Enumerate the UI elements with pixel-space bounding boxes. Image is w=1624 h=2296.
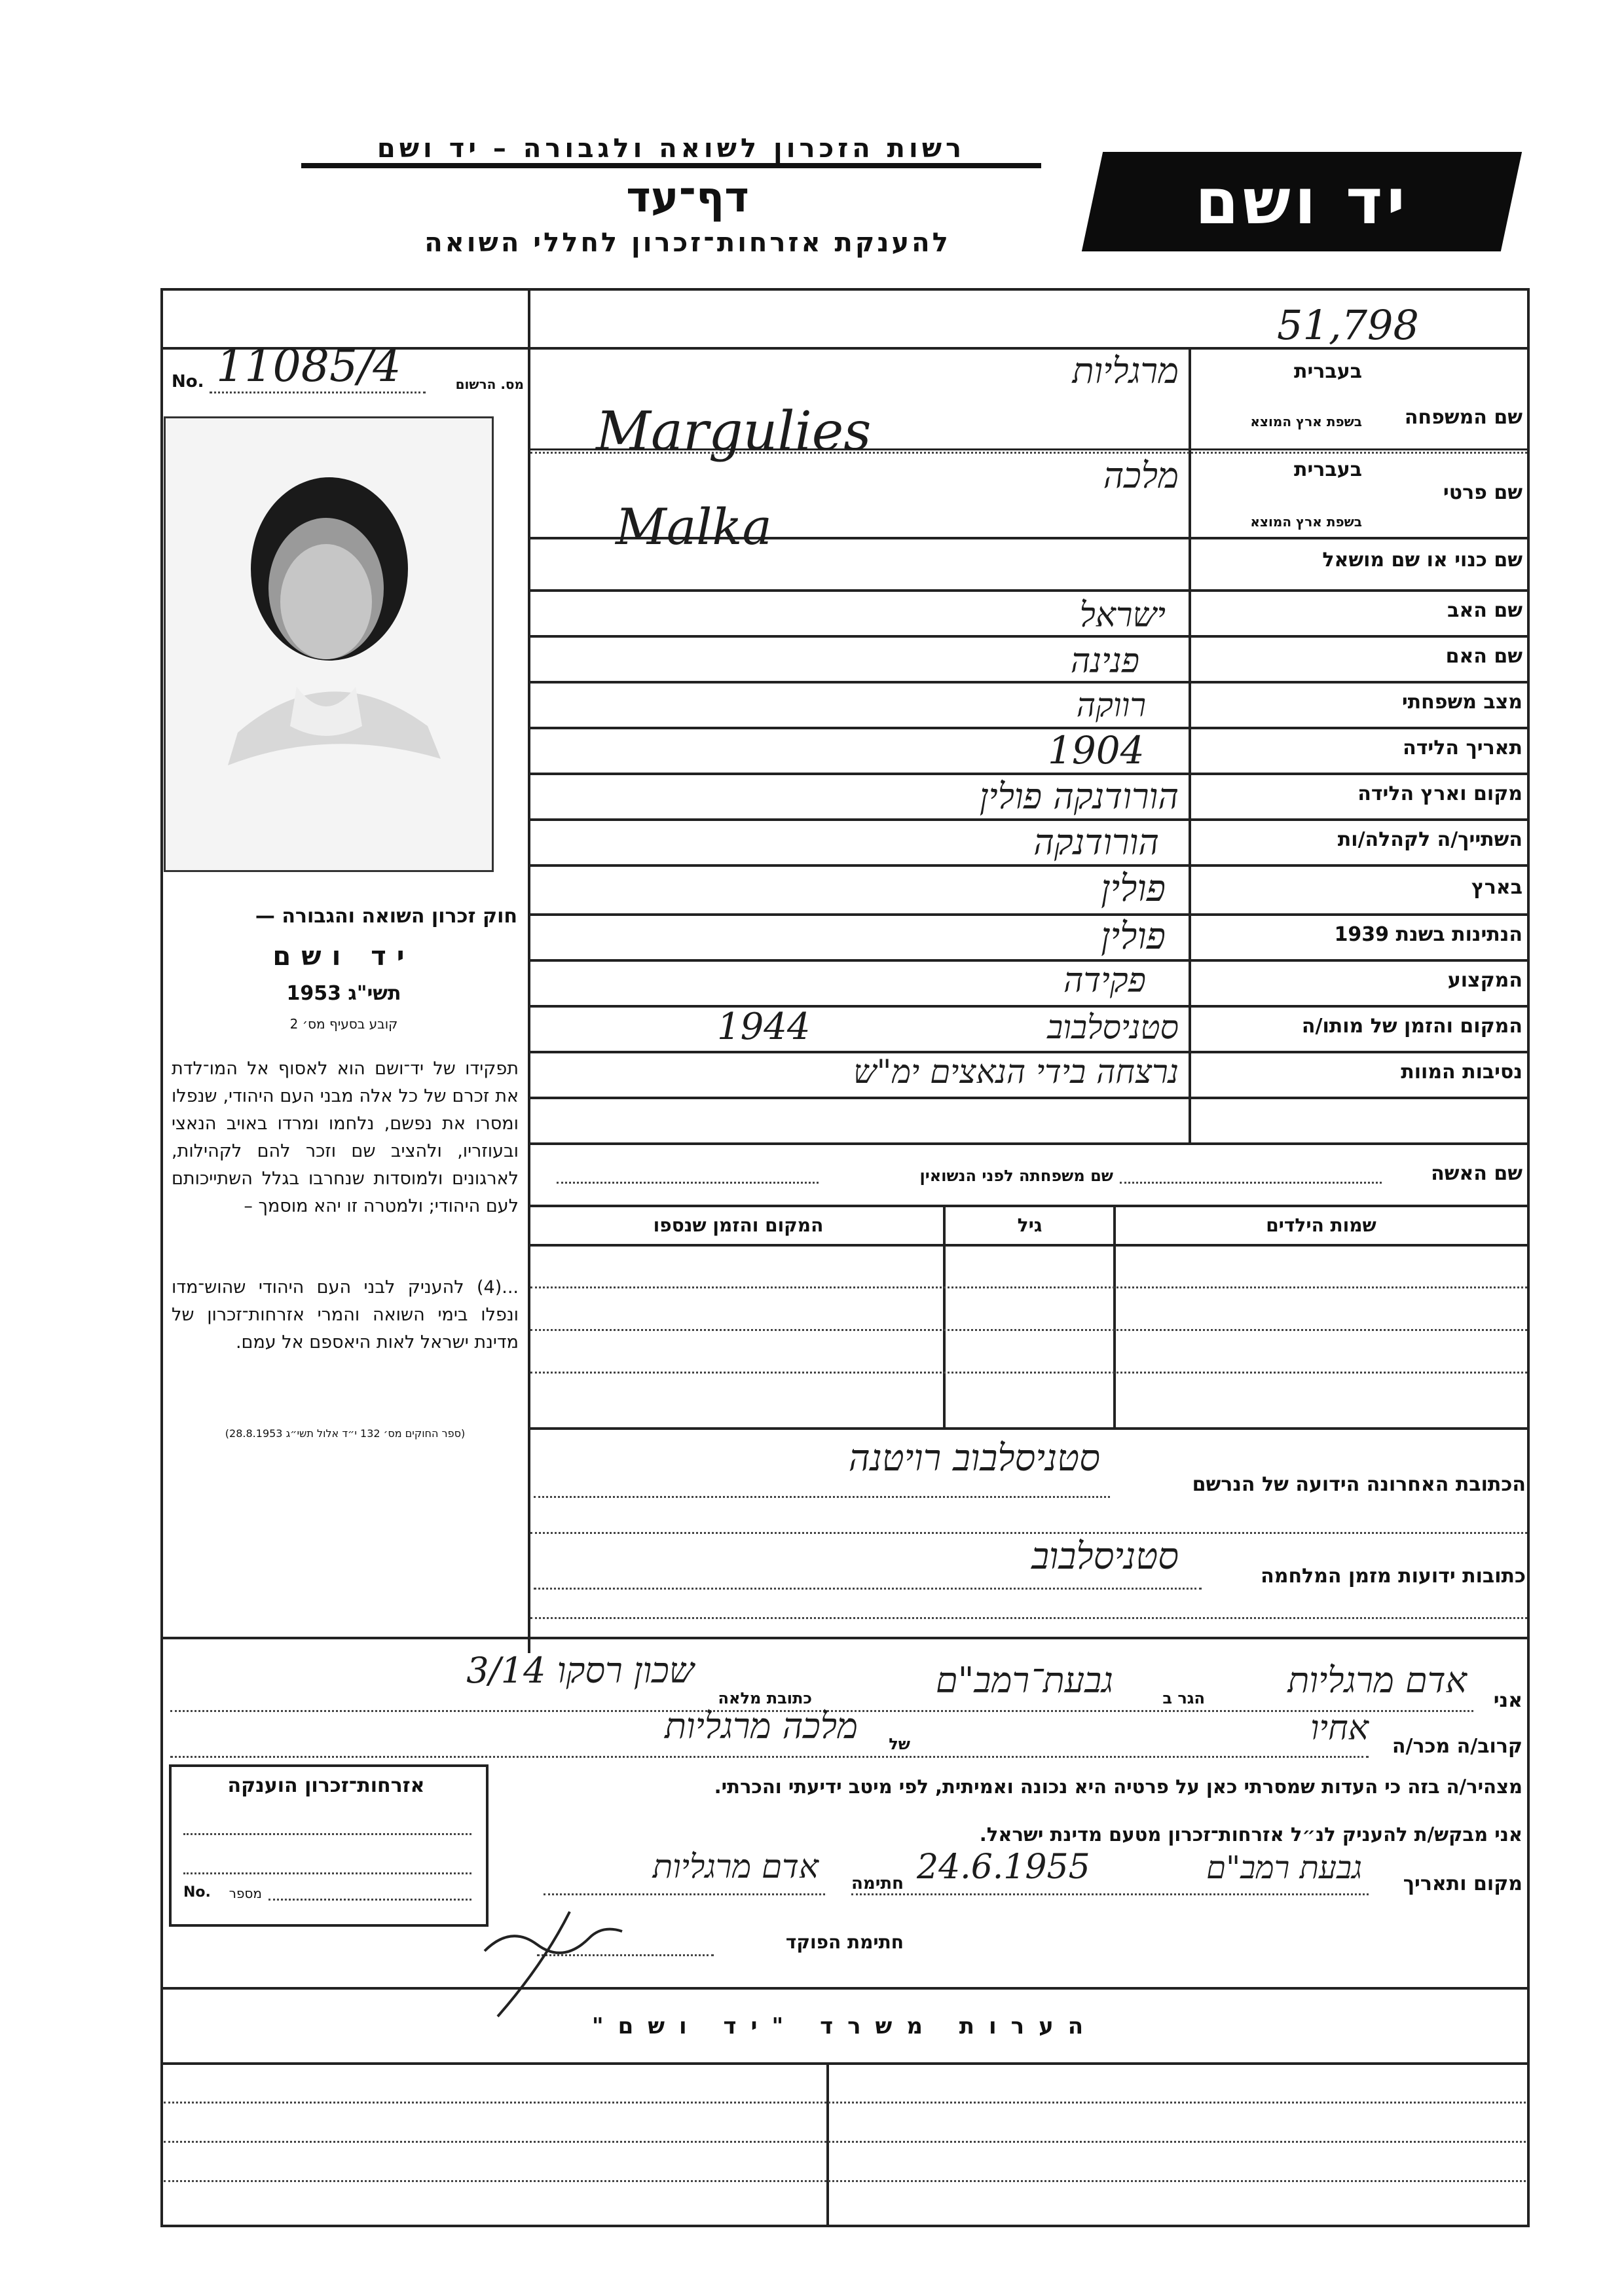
death-cause-label: נסיבות המוות bbox=[1401, 1061, 1522, 1084]
place-date-label: מקום ותאריך bbox=[1403, 1872, 1522, 1895]
last-address-label: הכתובת האחרונה הידועה של הנרשם bbox=[1192, 1473, 1526, 1496]
frame-left bbox=[160, 288, 163, 2226]
community-value: הורודנקה bbox=[1033, 822, 1159, 863]
law-paragraph-2: ...(4) להעניק לבני העם היהודי שהוש־מדו ונפלו בימי השואה והמרי אזרחות־זכרון של מדינת ישראל לאות היאספם אל עמם. bbox=[172, 1277, 519, 1353]
surname-hebrew-value: מרגליות bbox=[1072, 350, 1179, 392]
declarant-request: אני מבקש/ת להעניק לנ״ל אזרחות־זכרון מטעם מדינת ישראל. bbox=[979, 1823, 1522, 1846]
declarant-address-value: שכון רסקו 3/14 bbox=[466, 1650, 694, 1691]
community-label: השתייך/ה לקהלה/ות bbox=[1337, 828, 1522, 851]
firstname-label: שם פרטי bbox=[1443, 481, 1522, 504]
declarant-address-label: כתובת מלאה bbox=[718, 1689, 812, 1707]
declarant-i-value: אדם מרגליות bbox=[1287, 1660, 1467, 1701]
citizenship-value: פולין bbox=[1101, 915, 1166, 958]
declarant-statement: מצהיר/ה בזה כי העדות שמסרתי כאן על פרטיה היא נכונה ואמיתית, לפי מיטב ידיעתי והכרתי. bbox=[714, 1776, 1522, 1798]
surname-origin-value: Margulies bbox=[596, 401, 872, 463]
declarant-resides-label: הגר ב bbox=[1162, 1689, 1205, 1707]
form-title: דף־עד bbox=[626, 173, 749, 222]
children-age-header: גיל bbox=[1017, 1214, 1043, 1236]
place-value: גבעת רמב"ם bbox=[1206, 1850, 1362, 1886]
profession-label: המקצוע bbox=[1447, 969, 1522, 992]
children-place-header: המקום והזמן שנספו bbox=[653, 1214, 824, 1236]
death-year-value: 1944 bbox=[717, 1006, 811, 1048]
signature-label: חתימה bbox=[851, 1874, 904, 1893]
signature-value: אדם מרגליות bbox=[652, 1848, 819, 1886]
last-address-value: סטניסלבוב רויטנה bbox=[848, 1437, 1100, 1480]
institution-name: רשות הזכרון לשואה ולגבורה – יד ושם bbox=[301, 134, 1041, 168]
country-value: פולין bbox=[1101, 867, 1166, 910]
surname-label: שם המשפחה bbox=[1404, 406, 1522, 429]
birthdate-value: 1904 bbox=[1048, 728, 1145, 773]
declarant-relation-label: קרוב/ה מכר/ה bbox=[1392, 1735, 1522, 1758]
registration-no-label: No. bbox=[172, 372, 204, 392]
law-source: (ספר החוקים מס׳ 132 י״ד אלול תשי״ג 28.8.1953) bbox=[225, 1427, 466, 1440]
firstname-hebrew-value: מלכה bbox=[1103, 455, 1179, 496]
war-address-label: כתובות ידועות מזמן המלחמה bbox=[1261, 1565, 1526, 1588]
declarant-relation-value: אחיו bbox=[1310, 1709, 1369, 1748]
death-cause-value: נרצחה בידי הנאצים ימ"ש bbox=[853, 1053, 1179, 1091]
nickname-label: שם כנוי או שם מושאל bbox=[1322, 549, 1522, 572]
marital-value: רווקה bbox=[1076, 686, 1146, 724]
birthplace-value: הורודנקה פולין bbox=[979, 776, 1179, 817]
declarant-resides-value: גבעת־רמב"ם bbox=[935, 1660, 1113, 1701]
birthdate-label: תאריך הלידה bbox=[1403, 737, 1522, 759]
citizenship-label: הנתינות בשנת 1939 bbox=[1334, 923, 1522, 946]
declarant-i-label: אני bbox=[1493, 1689, 1522, 1712]
certificate-title: אזרחות־זכרון הוענקה bbox=[227, 1774, 425, 1797]
wife-maiden-label: שם משפחתה לפני הנשואין bbox=[919, 1167, 1113, 1185]
registration-label: מס. הרשום bbox=[455, 376, 524, 392]
law-clause: קובע בסעיף מס׳ 2 bbox=[289, 1016, 398, 1032]
declarant-of-value: מלכה מרגליות bbox=[665, 1705, 858, 1747]
law-title: חוק זכרון השואה והגבורה — bbox=[255, 905, 517, 928]
firstname-hebrew-label: בעברית bbox=[1294, 458, 1362, 481]
death-place-value: סטניסלבוב bbox=[1047, 1008, 1179, 1046]
wife-label: שם האשה bbox=[1431, 1162, 1522, 1185]
marital-label: מצב משפחתי bbox=[1401, 691, 1522, 714]
date-value: 24.6.1955 bbox=[917, 1848, 1090, 1887]
declarant-of-label: של bbox=[889, 1735, 910, 1753]
firstname-origin-value: Malka bbox=[616, 498, 772, 556]
mother-value: פנינה bbox=[1070, 642, 1139, 681]
file-number: 51,798 bbox=[1277, 301, 1419, 349]
victim-photo bbox=[164, 416, 494, 872]
surname-origin-label: בשפת ארץ המוצא bbox=[1250, 414, 1362, 429]
frame-right bbox=[1527, 288, 1530, 2226]
children-names-header: שמות הילדים bbox=[1266, 1214, 1376, 1236]
law-paragraph-1: תפקידו של יד־ושם הוא לאסוף אל המו־לדת את זכרם של כל אלה מבני העם היהודי, שנפלו ומסרו את נפשם, נלחמו ומרדו באויב הנאצי ובעוזריו, ולהציב שם וזכר להם לקהילות, לארגונים ולמוסדות שנחרבו בגלל השתייכותם לעם היהודי; ולמטרה זו יהא מוסמך – bbox=[172, 1059, 519, 1216]
officer-signature-scribble bbox=[471, 1899, 642, 2030]
country-label: בארץ bbox=[1471, 876, 1522, 899]
profession-value: פקידה bbox=[1063, 961, 1146, 1000]
form-subtitle: להענקת אזרחות־זכרון לחללי השואה bbox=[424, 228, 951, 258]
certificate-no-label: No. bbox=[183, 1884, 211, 1901]
mother-label: שם האם bbox=[1445, 645, 1522, 668]
war-address-value: סטניסלבוב bbox=[1031, 1535, 1179, 1578]
father-label: שם האב bbox=[1447, 599, 1522, 622]
surname-hebrew-label: בעברית bbox=[1294, 360, 1362, 383]
officer-signature-label: חתימת הפוקד bbox=[785, 1931, 904, 1953]
law-year: תשי"ג 1953 bbox=[286, 982, 401, 1005]
remarks-title: הערות משרד "יד ושם" bbox=[591, 2013, 1098, 2039]
father-value: ישראל bbox=[1079, 596, 1166, 635]
birthplace-label: מקום וארץ הלידה bbox=[1357, 782, 1522, 805]
certificate-number-label: מספר bbox=[229, 1886, 262, 1901]
death-place-label: המקום והזמן של מותו/ה bbox=[1301, 1015, 1522, 1038]
law-name: יד ושם bbox=[272, 941, 415, 972]
registration-value: 11085/4 bbox=[216, 340, 401, 392]
firstname-origin-label: בשפת ארץ המוצא bbox=[1250, 514, 1362, 530]
yad-vashem-logo: יד ושם bbox=[1082, 152, 1522, 251]
